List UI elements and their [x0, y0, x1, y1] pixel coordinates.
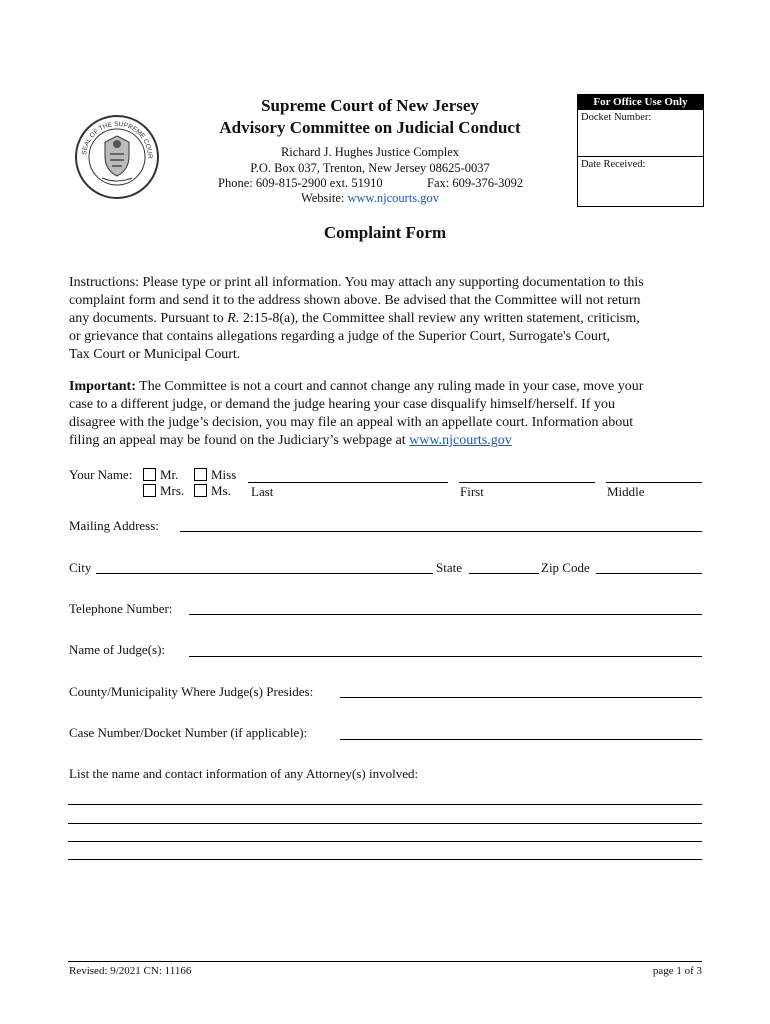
court-seal	[74, 114, 160, 200]
judges-label: Name of Judge(s):	[69, 642, 166, 657]
docket-number-label: Docket Number:	[581, 112, 652, 123]
first-name-caption: First	[460, 484, 484, 499]
website-label: Website:	[300, 191, 348, 205]
footer-rule	[68, 961, 702, 962]
case-number-label: Case Number/Docket Number (if applicable):	[69, 725, 308, 740]
footer-revised: Revised: 9/2021 CN: 11166	[69, 965, 192, 977]
judges-field[interactable]	[189, 656, 702, 657]
instructions	[69, 274, 709, 364]
seal-icon	[74, 114, 160, 200]
important-notice	[69, 378, 709, 450]
city-field[interactable]	[96, 573, 433, 574]
docket-number-field[interactable]	[578, 110, 703, 156]
middle-name-caption: Middle	[607, 484, 645, 499]
instructions-line: Tax Court or Municipal Court.	[69, 347, 241, 362]
important-line	[69, 432, 709, 450]
ms-checkbox[interactable]	[194, 484, 207, 497]
rule-ref: R.	[227, 311, 240, 326]
instructions-line: or grievance that contains allegations regarding a judge of the Superior Court, Surrogate's Court,	[69, 329, 610, 344]
header-address-po: P.O. Box 037, Trenton, New Jersey 08625-0037	[250, 161, 490, 175]
ms-label: Ms.	[211, 483, 231, 498]
state-label: State	[436, 560, 462, 575]
first-name-field[interactable]	[459, 482, 595, 483]
important-line	[69, 378, 709, 396]
date-received-field[interactable]	[578, 156, 703, 202]
your-name-label: Your Name:	[69, 467, 133, 482]
attorneys-field-line[interactable]	[68, 804, 702, 805]
svg-text:SEAL OF THE SUPREME COURT OF N: SEAL OF THE SUPREME COUR	[81, 120, 154, 159]
mr-checkbox[interactable]	[143, 468, 156, 481]
miss-checkbox[interactable]	[194, 468, 207, 481]
last-name-field[interactable]	[248, 482, 448, 483]
mailing-address-field[interactable]	[180, 531, 702, 532]
zip-code-field[interactable]	[596, 573, 702, 574]
mrs-checkbox[interactable]	[143, 484, 156, 497]
footer-page-number: page 1 of 3	[652, 965, 702, 977]
header-title-committee: Advisory Committee on Judicial Conduct	[219, 118, 521, 137]
instructions-text: any documents. Pursuant to	[69, 311, 228, 326]
njcourts-link[interactable]: www.njcourts.gov	[409, 433, 512, 448]
form-title: Complaint Form	[323, 223, 447, 242]
instructions-line: complaint form and send it to the address shown above. Be advised that the Committee will not return	[69, 293, 641, 308]
last-name-caption: Last	[251, 484, 274, 499]
mrs-label: Mrs.	[160, 483, 185, 498]
telephone-label: Telephone Number:	[69, 601, 173, 616]
state-field[interactable]	[469, 573, 539, 574]
important-label: Important:	[69, 379, 136, 394]
header-phone: Phone: 609-815-2900 ext. 51910	[218, 176, 383, 190]
office-use-box	[577, 94, 704, 207]
important-text: The Committee is not a court and cannot change any ruling made in your case, move your	[135, 379, 644, 394]
case-number-field[interactable]	[340, 739, 702, 740]
important-line: case to a different judge, or demand the judge hearing your case disqualify himself/herself. If you	[69, 397, 615, 412]
header-fax: Fax: 609-376-3092	[427, 176, 524, 190]
mailing-address-label: Mailing Address:	[69, 518, 159, 533]
date-received-label: Date Received:	[581, 159, 646, 170]
mr-label: Mr.	[160, 467, 179, 482]
attorneys-field-line[interactable]	[68, 859, 702, 860]
important-text: filing an appeal may be found on the Judiciary’s webpage at	[69, 433, 410, 448]
telephone-field[interactable]	[189, 614, 702, 615]
office-use-title: For Office Use Only	[578, 95, 703, 110]
website-link[interactable]: www.njcourts.gov	[347, 191, 440, 205]
important-line: disagree with the judge’s decision, you may file an appeal with an appellate court. Information about	[69, 415, 634, 430]
instructions-line: Instructions: Please type or print all information. You may attach any supporting documentation to this	[69, 275, 644, 290]
instructions-text: 2:15-8(a), the Committee shall review any written statement, criticism,	[239, 311, 640, 326]
attorneys-field-line[interactable]	[68, 841, 702, 842]
county-field[interactable]	[340, 697, 702, 698]
county-label: County/Municipality Where Judge(s) Presides:	[69, 684, 314, 699]
city-label: City	[69, 560, 92, 575]
attorneys-field-line[interactable]	[68, 823, 702, 824]
header-website	[190, 191, 550, 206]
attorneys-label: List the name and contact information of any Attorney(s) involved:	[69, 766, 419, 781]
header-address-complex: Richard J. Hughes Justice Complex	[280, 145, 460, 159]
header-title-court: Supreme Court of New Jersey	[261, 96, 479, 115]
middle-name-field[interactable]	[606, 482, 702, 483]
instructions-line	[69, 310, 709, 328]
zip-code-label: Zip Code	[541, 560, 590, 575]
miss-label: Miss	[211, 467, 237, 482]
